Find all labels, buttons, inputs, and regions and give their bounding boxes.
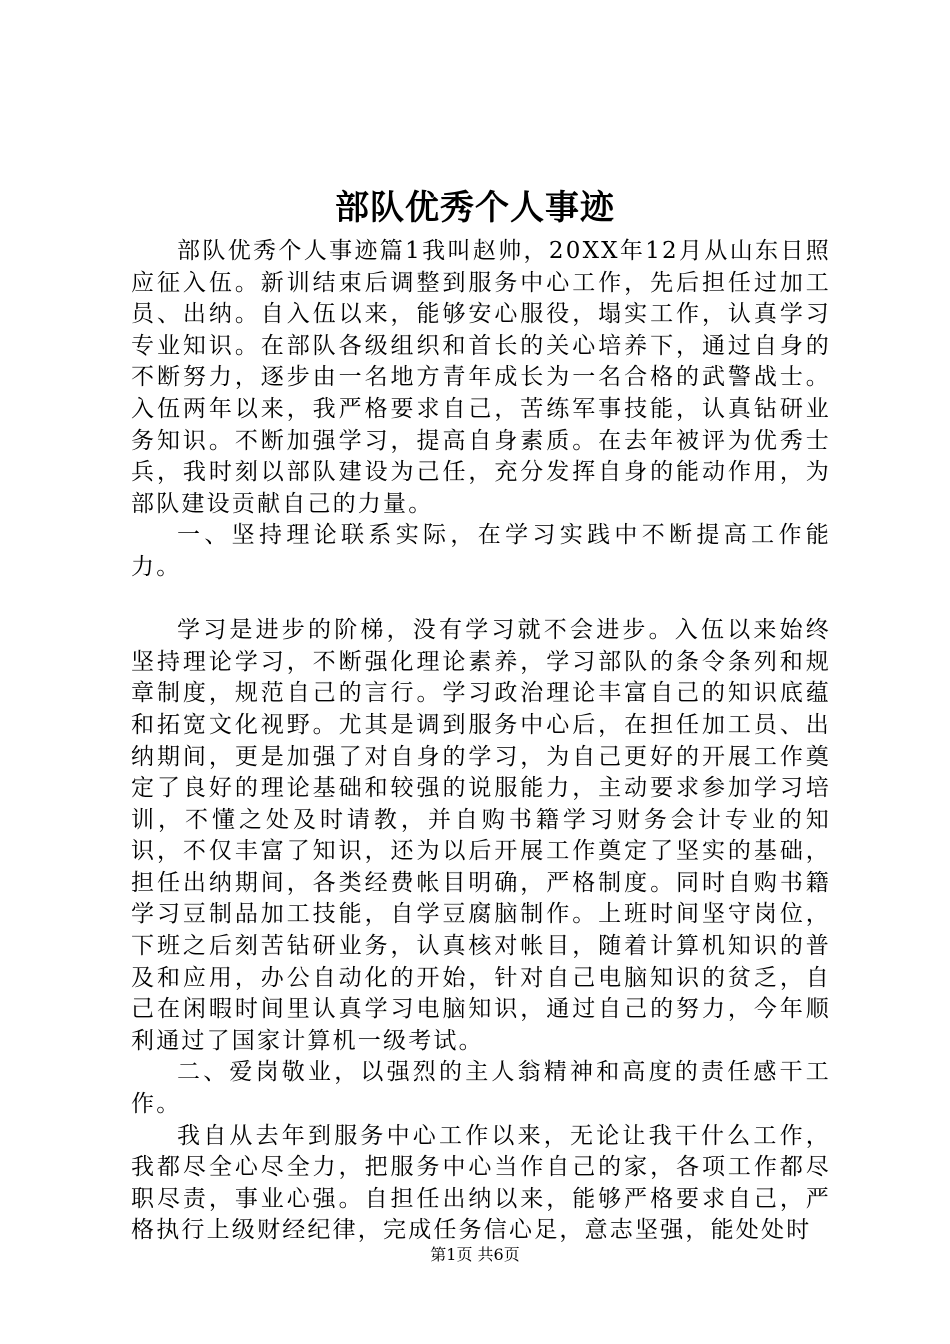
- paragraph-dedication: 我自从去年到服务中心工作以来，无论让我干什么工作，我都尽全心尽全力，把服务中心当作自己的家，各项工作都尽职尽责，事业心强。自担任出纳以来，能够严格要求自己，严格执行上级财经纪律，完成任务信心足，意志坚强，能处处时: [131, 1122, 831, 1244]
- paragraph-intro: 部队优秀个人事迹篇1我叫赵帅，20XX年12月从山东日照应征入伍。新训结束后调整到服务中心工作，先后担任过加工员、出纳。自入伍以来，能够安心服役，塌实工作，认真学习专业知识。在部队各级组织和首长的关心培养下，通过自身的不断努力，逐步由一名地方青年成长为一名合格的武警战士。入伍两年以来，我严格要求自己，苦练军事技能，认真钻研业务知识。不断加强学习，提高自身素质。在去年被评为优秀士兵，我时刻以部队建设为己任，充分发挥自身的能动作用，为部队建设贡献自己的力量。: [131, 238, 831, 517]
- document-title: 部队优秀个人事迹: [335, 188, 615, 228]
- section-heading-1: 一、坚持理论联系实际，在学习实践中不断提高工作能力。: [131, 522, 831, 580]
- section-heading-2: 二、爱岗敬业，以强烈的主人翁精神和高度的责任感干工作。: [131, 1059, 831, 1118]
- paragraph-study: 学习是进步的阶梯，没有学习就不会进步。入伍以来始终坚持理论学习，不断强化理论素养，学习部队的条令条列和规章制度，规范自己的言行。学习政治理论丰富自己的知识底蕴和拓宽文化视野。尤其是调到服务中心后，在担任加工员、出纳期间，更是加强了对自身的学习，为自己更好的开展工作奠定了良好的理论基础和较强的说服能力，主动要求参加学习培训，不懂之处及时请教，并自购书籍学习财务会计专业的知识，不仅丰富了知识，还为以后开展工作奠定了坚实的基础，担任出纳期间，各类经费帐目明确，严格制度。同时自购书籍学习豆制品加工技能，自学豆腐脑制作。上班时间坚守岗位，下班之后刻苦钻研业务，认真核对帐目，随着计算机知识的普及和应用，办公自动化的开始，针对自己电脑知识的贫乏，自己在闲暇时间里认真学习电脑知识，通过自己的努力，今年顺利通过了国家计算机一级考试。: [131, 617, 831, 1054]
- page-number-footer: 第1页 共6页: [430, 1245, 520, 1264]
- document-body: [131, 236, 831, 1247]
